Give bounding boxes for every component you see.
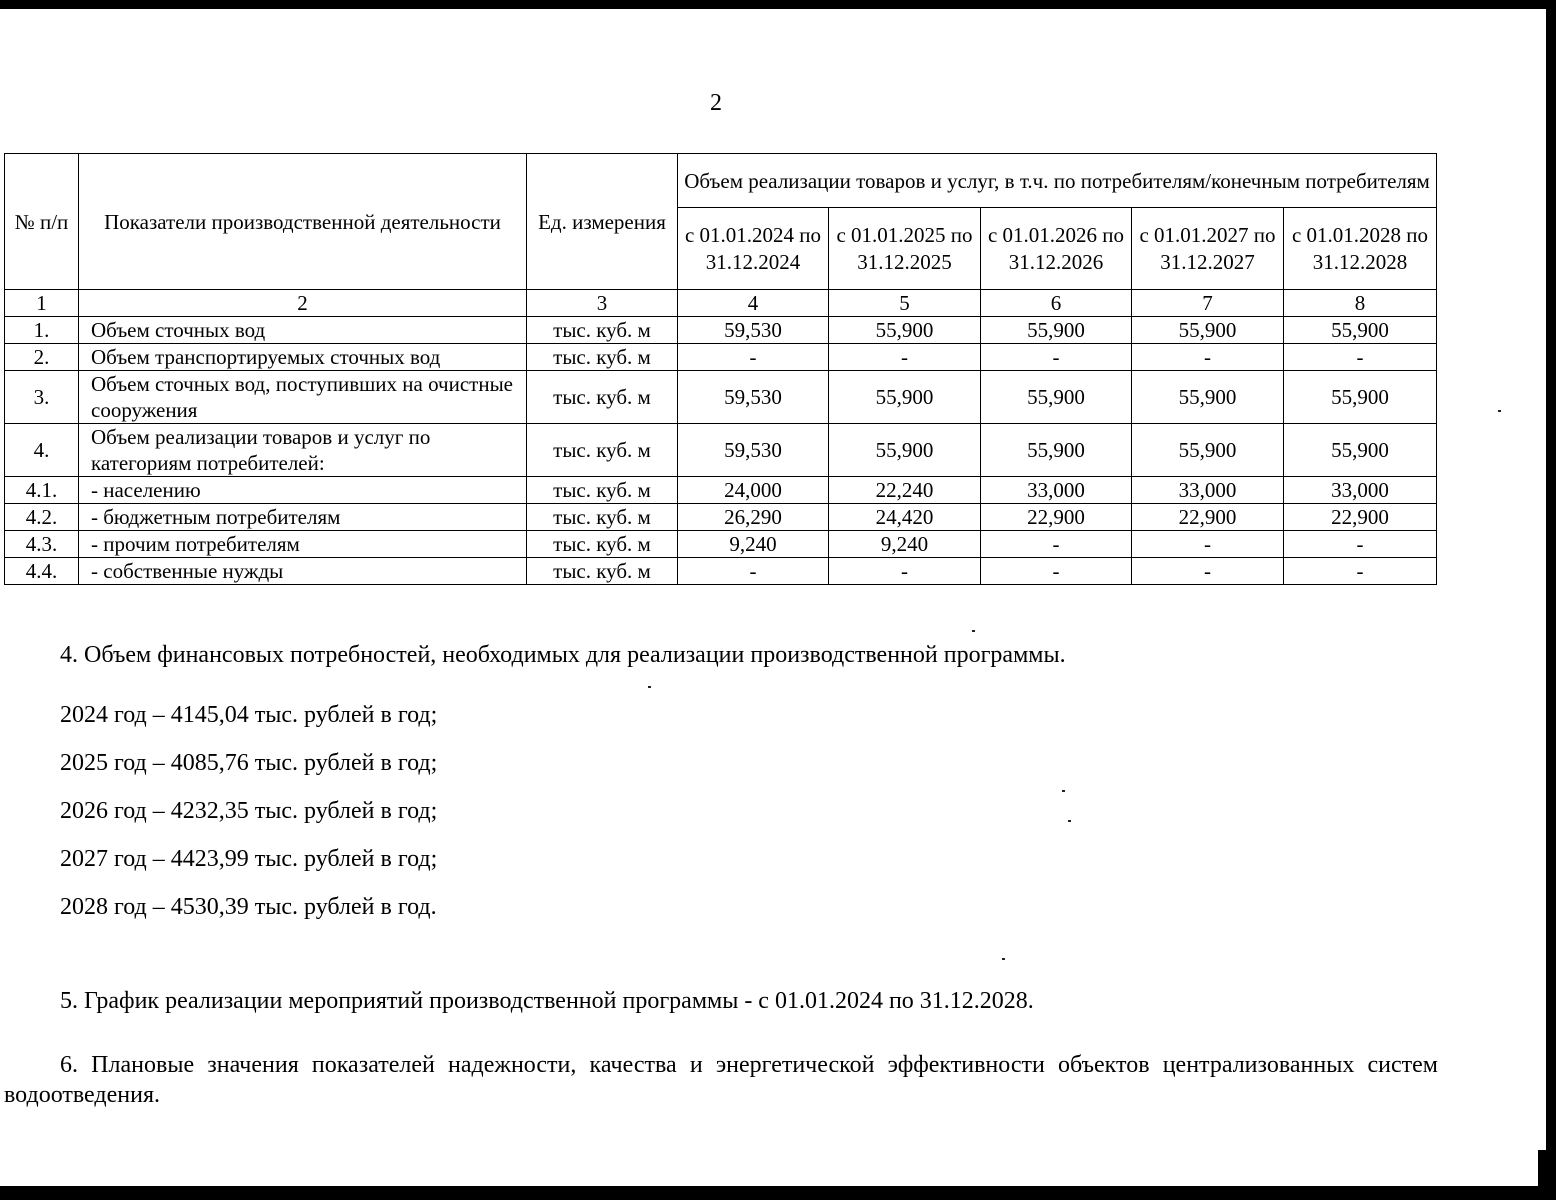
- column-number: 2: [79, 290, 527, 317]
- scan-speck: [1002, 958, 1005, 960]
- row-value: 59,530: [678, 424, 829, 477]
- row-value: -: [678, 558, 829, 585]
- row-value: 24,420: [829, 504, 981, 531]
- row-number: 4.4.: [5, 558, 79, 585]
- financing-year-line: 2028 год – 4530,39 тыс. рублей в год.: [60, 894, 437, 920]
- period-header: с 01.01.2025 по 31.12.2025: [829, 208, 981, 290]
- column-number: 7: [1132, 290, 1284, 317]
- period-header: с 01.01.2027 по 31.12.2027: [1132, 208, 1284, 290]
- row-unit: тыс. куб. м: [527, 371, 678, 424]
- row-value: 24,000: [678, 477, 829, 504]
- table-row: [5, 504, 1437, 531]
- row-value: 9,240: [678, 531, 829, 558]
- row-unit: тыс. куб. м: [527, 317, 678, 344]
- scan-speck: [1062, 790, 1065, 792]
- column-number: 6: [981, 290, 1132, 317]
- row-value: -: [829, 344, 981, 371]
- row-value: 22,240: [829, 477, 981, 504]
- row-value: -: [981, 531, 1132, 558]
- financing-year-line: 2026 год – 4232,35 тыс. рублей в год;: [60, 798, 438, 824]
- row-value: -: [829, 558, 981, 585]
- row-indicator: - бюджетным потребителям: [79, 504, 527, 531]
- row-value: 33,000: [1132, 477, 1284, 504]
- row-value: 22,900: [1132, 504, 1284, 531]
- row-value: 22,900: [981, 504, 1132, 531]
- row-value: 33,000: [981, 477, 1132, 504]
- column-numbers-row: [5, 290, 1437, 317]
- row-value: 22,900: [1284, 504, 1437, 531]
- table-row: [5, 531, 1437, 558]
- table-row: [5, 558, 1437, 585]
- col-num-header: № п/п: [5, 154, 79, 290]
- page-number: 2: [710, 90, 722, 116]
- table-row: [5, 424, 1437, 477]
- row-unit: тыс. куб. м: [527, 504, 678, 531]
- table-row: [5, 371, 1437, 424]
- section-4-heading: 4. Объем финансовых потребностей, необходимых для реализации производственной программы.: [60, 642, 1066, 668]
- financing-year-line: 2024 год – 4145,04 тыс. рублей в год;: [60, 702, 438, 728]
- row-number: 4.2.: [5, 504, 79, 531]
- row-value: 55,900: [829, 317, 981, 344]
- row-value: 55,900: [1284, 317, 1437, 344]
- row-value: 55,900: [981, 371, 1132, 424]
- row-value: -: [981, 558, 1132, 585]
- scan-border-right: [1546, 0, 1556, 1200]
- row-unit: тыс. куб. м: [527, 344, 678, 371]
- row-value: 55,900: [1284, 424, 1437, 477]
- row-number: 4.: [5, 424, 79, 477]
- column-number: 3: [527, 290, 678, 317]
- column-number: 1: [5, 290, 79, 317]
- row-unit: тыс. куб. м: [527, 477, 678, 504]
- row-value: 55,900: [1132, 424, 1284, 477]
- period-header: с 01.01.2026 по 31.12.2026: [981, 208, 1132, 290]
- row-value: -: [1284, 531, 1437, 558]
- row-value: 9,240: [829, 531, 981, 558]
- row-number: 3.: [5, 371, 79, 424]
- row-value: -: [1284, 344, 1437, 371]
- row-value: 55,900: [829, 371, 981, 424]
- row-value: 59,530: [678, 371, 829, 424]
- row-value: 55,900: [1132, 317, 1284, 344]
- col-indicator-header: Показатели производственной деятельности: [79, 154, 527, 290]
- scan-speck: [1498, 410, 1501, 412]
- col-unit-header: Ед. измерения: [527, 154, 678, 290]
- row-value: -: [1132, 558, 1284, 585]
- column-number: 4: [678, 290, 829, 317]
- row-value: -: [1132, 531, 1284, 558]
- row-unit: тыс. куб. м: [527, 558, 678, 585]
- row-unit: тыс. куб. м: [527, 531, 678, 558]
- row-value: -: [678, 344, 829, 371]
- column-number: 8: [1284, 290, 1437, 317]
- row-value: -: [1284, 558, 1437, 585]
- section-5-schedule: 5. График реализации мероприятий производственной программы - с 01.01.2024 по 31.12.2028.: [60, 988, 1034, 1014]
- row-indicator: Объем реализации товаров и услуг по категориям потребителей:: [79, 424, 527, 477]
- row-number: 1.: [5, 317, 79, 344]
- table-row: [5, 344, 1437, 371]
- scan-speck: [1068, 820, 1071, 822]
- group-header: Объем реализации товаров и услуг, в т.ч. по потребителям/конечным потребителям: [678, 154, 1437, 208]
- row-value: 33,000: [1284, 477, 1437, 504]
- row-value: 55,900: [1132, 371, 1284, 424]
- column-number: 5: [829, 290, 981, 317]
- row-indicator: - населению: [79, 477, 527, 504]
- scan-border-bottom: [0, 1186, 1556, 1200]
- row-indicator: - собственные нужды: [79, 558, 527, 585]
- row-indicator: Объем сточных вод, поступивших на очистные сооружения: [79, 371, 527, 424]
- header-row: [5, 154, 1437, 208]
- table-row: [5, 477, 1437, 504]
- row-indicator: Объем транспортируемых сточных вод: [79, 344, 527, 371]
- period-header: с 01.01.2028 по 31.12.2028: [1284, 208, 1437, 290]
- production-volumes-table: [4, 153, 1437, 585]
- row-number: 2.: [5, 344, 79, 371]
- row-value: -: [1132, 344, 1284, 371]
- row-value: 59,530: [678, 317, 829, 344]
- financing-year-line: 2025 год – 4085,76 тыс. рублей в год;: [60, 750, 438, 776]
- scan-speck: [648, 686, 651, 688]
- financing-year-line: 2027 год – 4423,99 тыс. рублей в год;: [60, 846, 438, 872]
- row-indicator: Объем сточных вод: [79, 317, 527, 344]
- period-header: с 01.01.2024 по 31.12.2024: [678, 208, 829, 290]
- row-value: 55,900: [829, 424, 981, 477]
- scan-speck: [972, 630, 975, 632]
- row-value: 26,290: [678, 504, 829, 531]
- table-row: [5, 317, 1437, 344]
- row-value: 55,900: [981, 317, 1132, 344]
- section-6-heading: 6. Плановые значения показателей надежности, качества и энергетической эффективности объектов централизованных систем водоотведения.: [4, 1052, 1438, 1108]
- row-value: -: [981, 344, 1132, 371]
- row-value: 55,900: [1284, 371, 1437, 424]
- scan-border-top: [0, 0, 1556, 9]
- row-indicator: - прочим потребителям: [79, 531, 527, 558]
- row-value: 55,900: [981, 424, 1132, 477]
- row-number: 4.3.: [5, 531, 79, 558]
- row-unit: тыс. куб. м: [527, 424, 678, 477]
- row-number: 4.1.: [5, 477, 79, 504]
